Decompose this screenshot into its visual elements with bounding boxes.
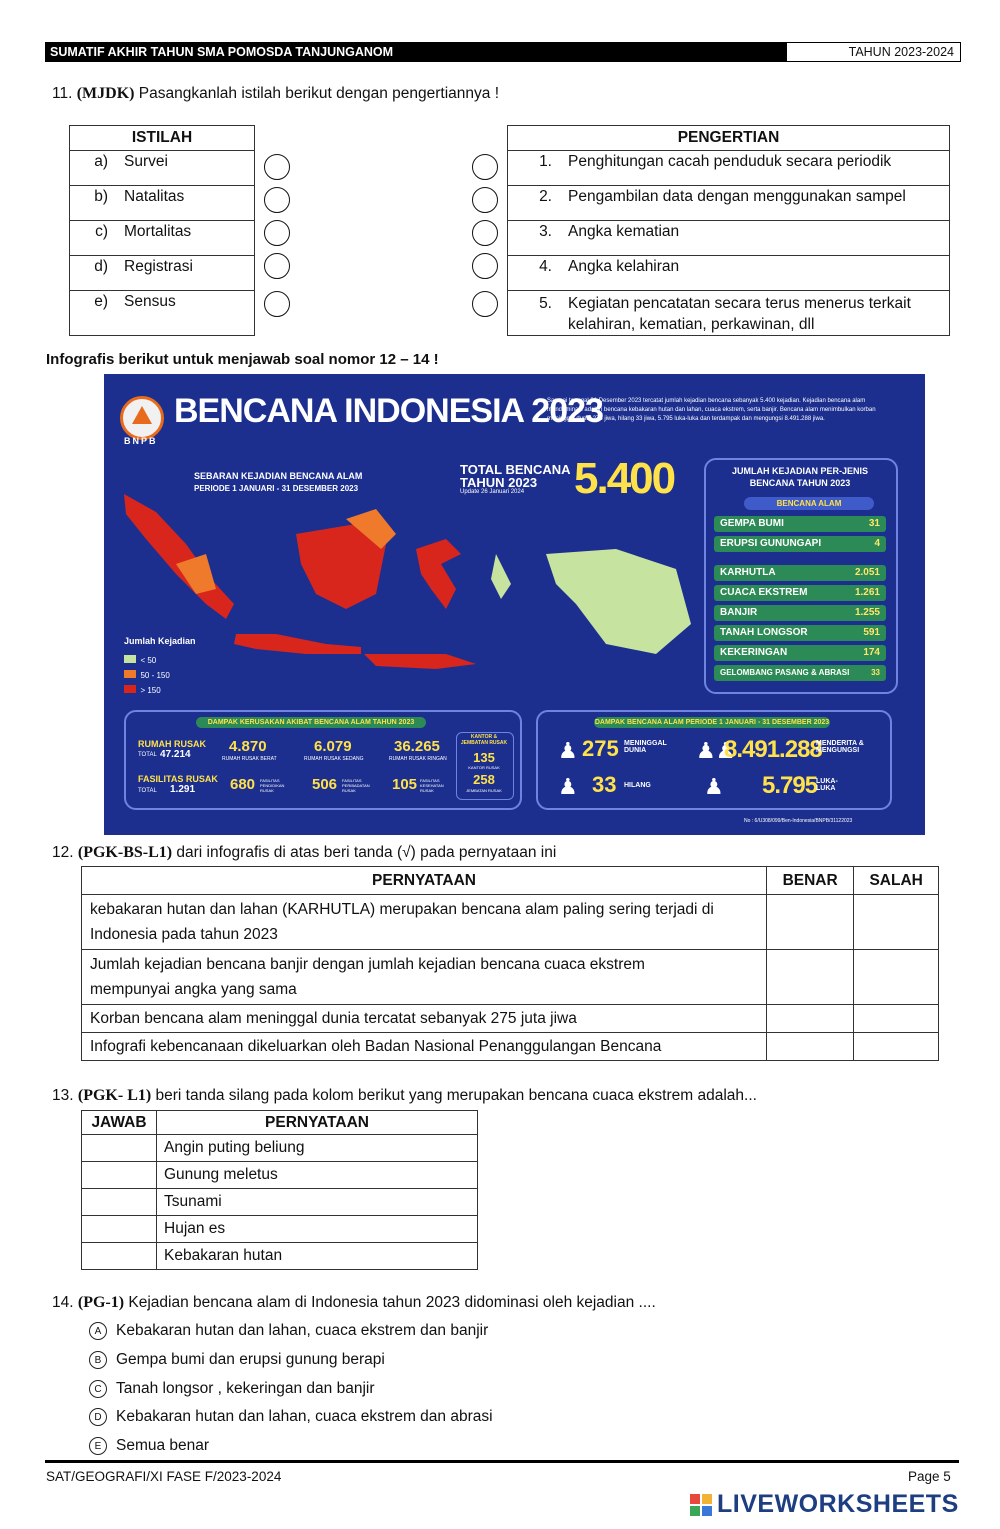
liveworksheets-logo-icon [690, 1494, 712, 1516]
jenis-row: GELOMBANG PASANG & ABRASI 33 [714, 665, 886, 681]
legend-item: 50 - 150 [124, 665, 170, 683]
infographic [104, 374, 925, 835]
rumah-sedang-label: RUMAH RUSAK SEDANG [304, 756, 364, 762]
match-dot-3[interactable] [472, 220, 498, 246]
match-dot-1[interactable] [472, 154, 498, 180]
q14-number: 14. [52, 1294, 74, 1311]
q13-jawab-cell[interactable] [82, 1135, 157, 1162]
fasilitas-total: 1.291 [170, 784, 196, 795]
q12-row [82, 895, 939, 950]
q13-option: Hujan es [157, 1216, 478, 1243]
q12-number: 12. [52, 844, 74, 861]
map-period: PERIODE 1 JANUARI - 31 DESEMBER 2023 [194, 484, 359, 493]
q14-option-a[interactable]: A Kebakaran hutan dan lahan, cuaca ekstrem dan banjir [89, 1322, 488, 1340]
q12-header-pernyataan: PERNYATAAN [82, 867, 767, 895]
kantor-value: 135 [473, 750, 495, 765]
meninggal-value: 275 [582, 736, 619, 761]
q13-row [82, 1216, 478, 1243]
rumah-sedang-value: 6.079 [314, 738, 352, 755]
q13-row [82, 1162, 478, 1189]
legend-title: Jumlah Kejadian [124, 636, 196, 646]
q11-text: Pasangkanlah istilah berikut dengan pengertiannya ! [138, 85, 499, 102]
q11-number: 11. [52, 85, 73, 102]
liveworksheets-brand: LIVEWORKSHEETS [717, 1490, 959, 1518]
rumah-ringan-label: RUMAH RUSAK RINGAN [389, 756, 447, 762]
match-dot-d[interactable] [264, 253, 290, 279]
q13-table [81, 1110, 478, 1270]
q13-option: Kebakaran hutan [157, 1243, 478, 1270]
pengertian-header: PENGERTIAN [508, 126, 950, 151]
header-title: SUMATIF AKHIR TAHUN SMA POMOSDA TANJUNGANOM [46, 43, 787, 61]
fasilitas-peribadatan-label: FASILITAS PERIBADATAN RUSAK [342, 778, 370, 793]
menderita-value: 8.491.288 [724, 736, 822, 763]
istilah-row: b) Natalitas [70, 186, 255, 221]
kantor-label: KANTOR & JEMBATAN RUSAK [460, 734, 508, 746]
rumah-berat-value: 4.870 [229, 738, 267, 755]
jenis-row: KEKERINGAN 174 [714, 645, 886, 661]
jenis-title2: BENCANA TAHUN 2023 [749, 478, 851, 488]
q13-jawab-cell[interactable] [82, 1189, 157, 1216]
q12-benar-cell[interactable] [767, 895, 854, 950]
fasilitas-total-label: TOTAL [138, 788, 157, 794]
fasilitas-kesehatan-label: FASILITAS KESEHATAN RUSAK [420, 778, 444, 793]
fasilitas-label: FASILITAS RUSAK [138, 774, 218, 784]
option-bubble-icon[interactable]: B [89, 1351, 107, 1369]
q14-option-d[interactable]: D Kebakaran hutan dan lahan, cuaca ekstrem dan abrasi [89, 1408, 493, 1426]
legend-swatch-mid [124, 670, 136, 678]
jenis-row: KARHUTLA 2.051 [714, 565, 886, 581]
option-bubble-icon[interactable]: E [89, 1437, 107, 1455]
hilang-value: 33 [592, 772, 617, 797]
q14-option-b[interactable]: B Gempa bumi dan erupsi gunung berapi [89, 1351, 385, 1369]
q12-text: dari infografis di atas beri tanda (√) pada pernyataan ini [176, 844, 557, 861]
match-dot-a[interactable] [264, 154, 290, 180]
indonesia-map [116, 494, 696, 704]
rumah-label: RUMAH RUSAK [138, 739, 206, 749]
q12-header-benar: BENAR [767, 867, 854, 895]
option-bubble-icon[interactable]: A [89, 1322, 107, 1340]
legend-swatch-low [124, 655, 136, 663]
luka-value: 5.795 [762, 772, 818, 799]
jembatan-value: 258 [473, 772, 495, 787]
q12-statement: kebakaran hutan dan lahan (KARHUTLA) merupakan bencana alam paling sering terjadi di Indonesia pada tahun 2023 [82, 895, 767, 950]
bnpb-logo-icon [120, 396, 164, 440]
jembatan-sub: JEMBATAN RUSAK [466, 788, 502, 793]
total-update: Update 26 Januari 2024 [460, 489, 525, 495]
jenis-row: CUACA EKSTREM 1.261 [714, 585, 886, 601]
map-sumatra [124, 494, 234, 619]
footer-page: Page 5 [908, 1469, 951, 1484]
q13-text: beri tanda silang pada kolom berikut yang merupakan bencana cuaca ekstrem adalah... [155, 1087, 757, 1104]
header-year: TAHUN 2023-2024 [848, 45, 954, 59]
q13-row [82, 1135, 478, 1162]
hilang-label: HILANG [624, 782, 651, 789]
person-hilang-icon: ♟ [558, 774, 578, 799]
q12-salah-cell[interactable] [854, 895, 939, 950]
q11-code: (MJDK) [76, 85, 135, 102]
q13-prompt [52, 1087, 757, 1105]
q13-header-pernyataan: PERNYATAAN [157, 1111, 478, 1135]
q13-row [82, 1243, 478, 1270]
dampak-title: DAMPAK BENCANA ALAM PERIODE 1 JANUARI - 31 DESEMBER 2023 [594, 719, 830, 726]
istilah-row: d) Registrasi [70, 256, 255, 291]
q13-number: 13. [52, 1087, 74, 1104]
fasilitas-peribadatan-value: 506 [312, 776, 338, 793]
q13-row [82, 1189, 478, 1216]
istilah-row: a) Survei [70, 151, 255, 186]
infographic-ref: No : 6/U308/099/Ben-Indonesia/BNPB/31122023 [744, 818, 853, 824]
map-title: SEBARAN KEJADIAN BENCANA ALAM [194, 471, 363, 481]
legend-swatch-high [124, 685, 136, 693]
luka-label: LUKA-LUKA [816, 778, 838, 792]
rumah-total: 47.214 [160, 749, 191, 760]
jenis-row: GEMPA BUMI 31 [714, 516, 886, 532]
bnpb-label: BNPB [124, 436, 158, 446]
menderita-label: MENDERITA & MENGUNGSI [816, 740, 864, 754]
q12-benar-cell[interactable] [767, 1033, 854, 1061]
infographic-title: BENCANA INDONESIA 2023 [174, 392, 603, 430]
q12-statement: Jumlah kejadian bencana banjir dengan jumlah kejadian bencana cuaca ekstrem mempunyai angka yang sama [82, 950, 767, 1005]
q12-row [82, 950, 939, 1005]
total-year: TAHUN 2023 [460, 475, 538, 490]
fasilitas-pendidikan-label: FASILITAS PENDIDIKAN RUSAK [260, 778, 285, 793]
pengertian-row: 4. Angka kelahiran [508, 256, 950, 291]
q14-text: Kejadian bencana alam di Indonesia tahun 2023 didominasi oleh kejadian .... [128, 1294, 656, 1311]
person-icon: ♟ [558, 738, 578, 763]
jenis-row: TANAH LONGSOR 591 [714, 625, 886, 641]
kantor-sub: KANTOR RUSAK [468, 765, 500, 770]
jenis-subtitle: BENCANA ALAM [744, 497, 874, 510]
option-bubble-icon[interactable]: C [89, 1380, 107, 1398]
page-header [45, 42, 961, 62]
q12-table [81, 866, 939, 1061]
q13-option: Tsunami [157, 1189, 478, 1216]
match-dot-c[interactable] [264, 220, 290, 246]
people-icon: ♟♟ [696, 738, 736, 763]
map-papua [546, 549, 691, 654]
q12-salah-cell[interactable] [854, 1033, 939, 1061]
rumah-ringan-value: 36.265 [394, 738, 440, 755]
total-value: 5.400 [574, 454, 675, 503]
q14-option-c[interactable]: C Tanah longsor , kekeringan dan banjir [89, 1380, 375, 1398]
map-java [234, 634, 361, 654]
q14-code: (PG-1) [77, 1294, 125, 1311]
person-luka-icon: ♟ [704, 774, 724, 799]
rumah-total-label: TOTAL [138, 752, 157, 758]
q13-jawab-cell[interactable] [82, 1243, 157, 1270]
istilah-row: e) Sensus [70, 291, 255, 336]
infografis-caption: Infografis berikut untuk menjawab soal nomor 12 – 14 ! [46, 351, 439, 368]
total-label: TOTAL BENCANA [460, 462, 571, 477]
jenis-row: BANJIR 1.255 [714, 605, 886, 621]
q13-code: (PGK- L1) [77, 1087, 152, 1104]
q12-row [82, 1005, 939, 1033]
match-dot-5[interactable] [472, 291, 498, 317]
fasilitas-pendidikan-value: 680 [230, 776, 256, 793]
q12-prompt [52, 844, 556, 862]
q13-jawab-cell[interactable] [82, 1162, 157, 1189]
jenis-row: ERUPSI GUNUNGAPI 4 [714, 536, 886, 552]
match-dot-4[interactable] [472, 253, 498, 279]
map-sulawesi [416, 539, 461, 609]
map-nusa-tenggara [364, 654, 476, 669]
pengertian-row: 2. Pengambilan data dengan menggunakan sampel [508, 186, 950, 221]
footer-rule [45, 1460, 959, 1463]
q13-header-jawab: JAWAB [82, 1111, 157, 1135]
legend-item: > 150 [124, 680, 161, 698]
pengertian-row: 3. Angka kematian [508, 221, 950, 256]
pengertian-row: 5. Kegiatan pencatatan secara terus menerus terkait kelahiran, kematian, perkawinan, dll [508, 291, 950, 336]
match-dot-e[interactable] [264, 291, 290, 317]
q12-header-salah: SALAH [854, 867, 939, 895]
infographic-intro: Sampai tanggal 31 Desember 2023 tercatat jumlah kejadian bencana sebanyak 5.400 kejadian. Kejadian bencana alam mendominasi adalah bencana kebakaran hutan dan lahan, cuaca ekstrem, serta banjir. Bencana alam menimbulkan korban meninggal dunia 275 jiwa, hilang 33 jiwa, 5.795 luka-luka dan terdampak dan mengungsi 8.491.288 jiwa. [547, 398, 876, 422]
q12-statement: Korban bencana alam meninggal dunia tercatat sebanyak 275 juta jiwa [82, 1005, 767, 1033]
jenis-title: JUMLAH KEJADIAN PER-JENIS [731, 466, 869, 476]
q12-statement: Infografi kebencanaan dikeluarkan oleh Badan Nasional Penanggulangan Bencana [82, 1033, 767, 1061]
meninggal-label: MENINGGAL DUNIA [624, 740, 667, 754]
q11-prompt [52, 85, 499, 103]
fasilitas-kesehatan-value: 105 [392, 776, 418, 793]
istilah-header: ISTILAH [70, 126, 255, 151]
q13-jawab-cell[interactable] [82, 1216, 157, 1243]
pengertian-row: 1. Penghitungan cacah penduduk secara periodik [508, 151, 950, 186]
match-dot-b[interactable] [264, 187, 290, 213]
istilah-table [69, 125, 255, 336]
q12-salah-cell[interactable] [854, 950, 939, 1005]
q14-option-e[interactable]: E Semua benar [89, 1437, 209, 1455]
liveworksheets-logo [690, 1490, 959, 1519]
q12-benar-cell[interactable] [767, 950, 854, 1005]
q13-option: Gunung meletus [157, 1162, 478, 1189]
q14-prompt [52, 1294, 656, 1312]
kerusakan-title: DAMPAK KERUSAKAN AKIBAT BENCANA ALAM TAHUN 2023 [196, 717, 426, 728]
istilah-row: c) Mortalitas [70, 221, 255, 256]
match-dot-2[interactable] [472, 187, 498, 213]
map-maluku [491, 554, 511, 599]
q12-salah-cell[interactable] [854, 1005, 939, 1033]
footer-left: SAT/GEOGRAFI/XI FASE F/2023-2024 [46, 1469, 282, 1484]
pengertian-table [507, 125, 950, 336]
q12-row [82, 1033, 939, 1061]
q13-option: Angin puting beliung [157, 1135, 478, 1162]
q12-benar-cell[interactable] [767, 1005, 854, 1033]
option-bubble-icon[interactable]: D [89, 1408, 107, 1426]
rumah-berat-label: RUMAH RUSAK BERAT [222, 756, 277, 762]
legend-item: < 50 [124, 650, 156, 668]
q12-code: (PGK-BS-L1) [77, 844, 173, 861]
